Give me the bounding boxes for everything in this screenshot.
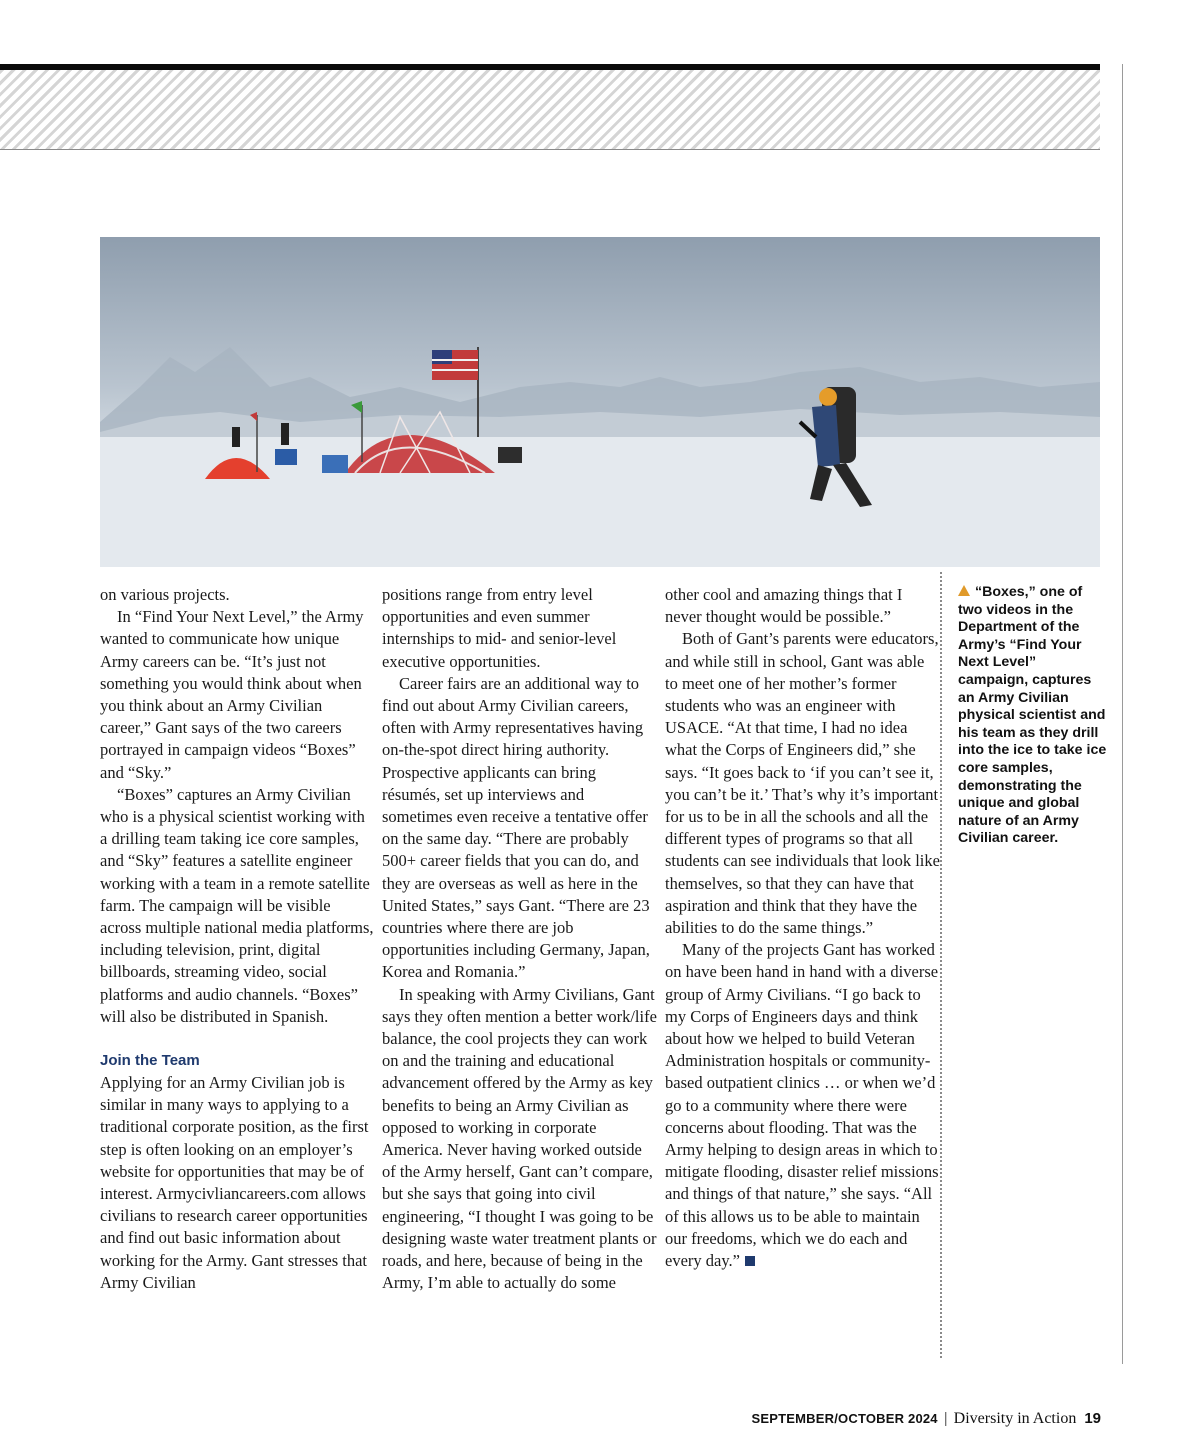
antarctic-camp-photo	[100, 237, 1100, 567]
paragraph: Both of Gant’s parents were educators, and while still in school, Gant was able to meet one of her mother’s former students who was an engineer with USACE. “At that time, I had no idea what the Corps of Engineers did,” she says. “It goes back to ‘if you can’t see it, you can’t be it.’ That’s why it’s important for us to be in all the schools and all the different types of programs so that all students can see individuals that look like themselves, so that they can have that aspiration and think that they have the abilities to do the same things.”	[665, 629, 940, 938]
paragraph	[665, 939, 940, 1272]
photo-caption	[958, 584, 1110, 848]
page-footer	[745, 1410, 1101, 1428]
paragraph: “Boxes” captures an Army Civilian who is a physical scientist working with a drilling team taking ice core samples, and “Sky” features a satellite engineer working with a team in a remote satellite farm. The campaign will be visible across multiple national media platforms, including television, print, digital billboards, streaming video, social platforms and audio channels. “Boxes” will also be distributed in Spanish.	[100, 784, 374, 1026]
paragraph: other cool and amazing things that I never thought would be possible.”	[665, 585, 903, 627]
paragraph-text: Many of the projects Gant has worked on have been hand in hand with a diverse group of Army Civilians. “I go back to my Corps of Engineers days and think about how we helped to build Veteran Administration hospitals or community-based outpatient clinics … or when we’d go to a community where there were concerns about flooding. That was the Army helping to design areas in which to mitigate flooding, disaster relief missions and things of that nature,” she says. “All of this allows us to be able to maintain our freedoms, which we do each and every day.”	[665, 940, 939, 1271]
paragraph: on various projects.	[100, 585, 230, 604]
article-column-2	[382, 584, 657, 1295]
paragraph: In speaking with Army Civilians, Gant says they often mention a better work/life balance, the cool projects they can work on and the training and educational advancement offered by the Army as key benefits to being an Army Civilian as opposed to working in corporate America. Never having worked outside of the Army herself, Gant can’t compare, but she says that going into civil engineering, “I thought I was going to be designing waste water treatment plants or roads, and here, because of being in the Army, I’m able to actually do some	[382, 984, 657, 1293]
article-column-1	[100, 584, 375, 1294]
page-edge-rule	[1122, 64, 1123, 1364]
paragraph: positions range from entry level opportunities and even summer internships to mid- and senior-level executive opportunities.	[382, 585, 617, 671]
caption-divider	[940, 572, 942, 1358]
triangle-marker-icon	[958, 585, 970, 596]
article-column-3	[665, 584, 940, 1272]
magazine-name: Diversity in Action	[953, 1410, 1077, 1427]
paragraph: Applying for an Army Civilian job is similar in many ways to applying to a traditional corporate position, as the first step is often looking on an employer’s website for opportunities that may be of interest. Armycivliancareers.com allows civilians to research career opportunities and find out basic information about working for the Army. Gant stresses that Army Civilian	[100, 1073, 369, 1292]
end-of-article-mark	[745, 1256, 755, 1266]
paragraph: Career fairs are an additional way to find out about Army Civilian careers, often with Army representatives having on-the-spot direct hiring authority. Prospective applicants can bring résumés, set up interviews and sometimes even receive a tentative offer on the same day. “There are probably 500+ career fields that you can do, and they are overseas as well as here in the United States,” says Gant. “There are 23 countries where there are job opportunities including Germany, Japan, Korea and Romania.”	[382, 673, 650, 982]
caption-text: “Boxes,” one of two videos in the Department of the Army’s “Find Your Next Level” campaign, captures an Army Civilian physical scientist and his team as they drill into the ice to take ice core samples, demonstrating the unique and global nature of an Army Civilian career.	[958, 584, 1107, 847]
paragraph: In “Find Your Next Level,” the Army wanted to communicate how unique Army careers can be. “It’s just not something you would think about when you think about an Army Civilian career,” Gant says of the two careers portrayed in campaign videos “Boxes” and “Sky.”	[100, 607, 364, 782]
footer-separator: |	[943, 1410, 948, 1427]
section-subhead: Join the Team	[100, 1052, 200, 1070]
header-hatch-band	[0, 70, 1100, 150]
page-number: 19	[1084, 1410, 1101, 1427]
issue-date: SEPTEMBER/OCTOBER 2024	[751, 1411, 938, 1426]
